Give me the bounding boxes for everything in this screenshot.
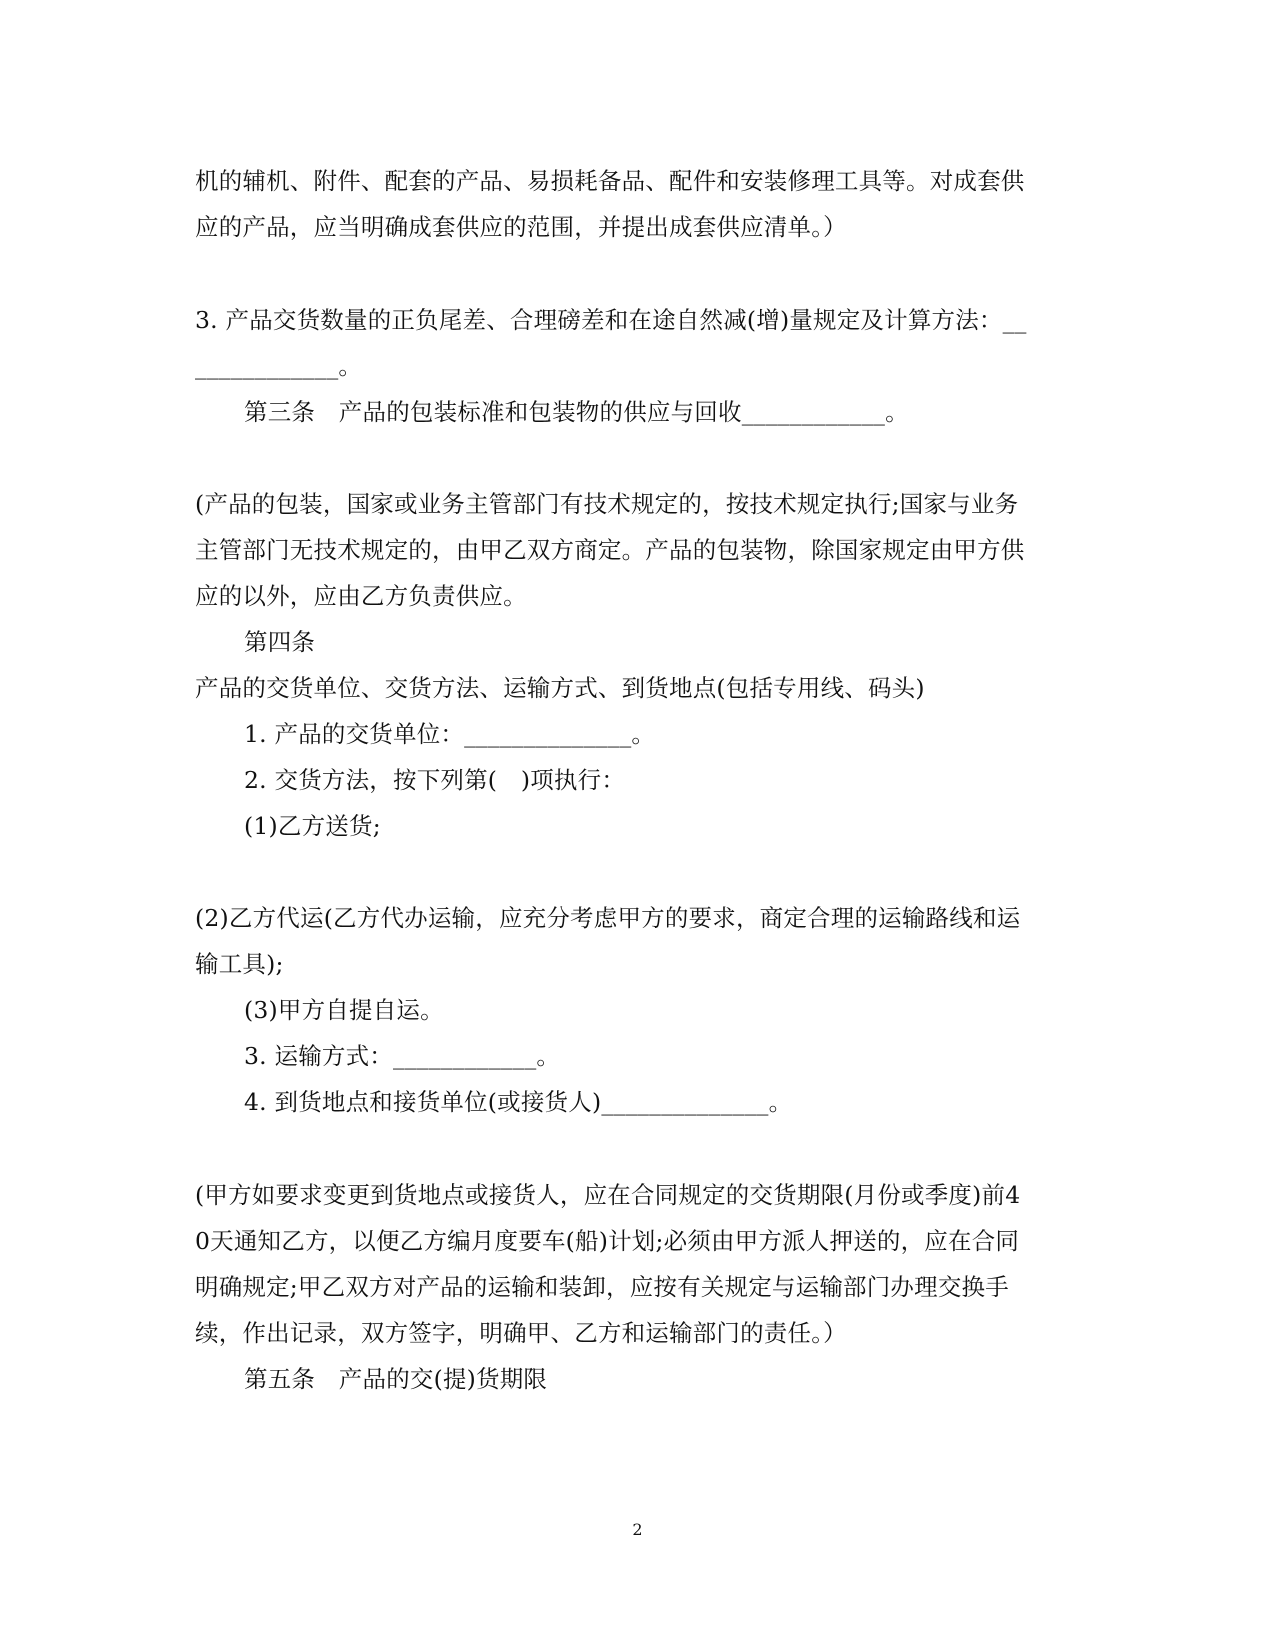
list-item: (3)甲方自提自运。 xyxy=(244,996,444,1024)
paragraph-line: 输工具); xyxy=(195,950,284,978)
article-heading: 第五条 产品的交(提)货期限 xyxy=(244,1365,548,1393)
paragraph-line: ____________。 xyxy=(195,352,363,380)
article-heading: 第三条 产品的包装标准和包装物的供应与回收____________。 xyxy=(244,398,909,426)
paragraph-line: 明确规定;甲乙双方对产品的运输和装卸，应按有关规定与运输部门办理交换手 xyxy=(195,1273,1009,1301)
paragraph-line: 主管部门无技术规定的，由甲乙双方商定。产品的包装物，除国家规定由甲方供 xyxy=(195,536,1025,564)
list-item: 2. 交货方法，按下列第( )项执行： xyxy=(244,766,626,794)
list-item: (1)乙方送货; xyxy=(244,812,381,840)
paragraph-line: 产品的交货单位、交货方法、运输方式、到货地点(包括专用线、码头) xyxy=(195,674,925,702)
paragraph-line: 0天通知乙方，以便乙方编月度要车(船)计划;必须由甲方派人押送的，应在合同 xyxy=(195,1227,1020,1255)
list-item: 1. 产品的交货单位：______________。 xyxy=(244,720,656,748)
list-item: 4. 到货地点和接货单位(或接货人)______________。 xyxy=(244,1088,793,1116)
list-item: 3. 运输方式：____________。 xyxy=(244,1042,561,1070)
paragraph-line: 3. 产品交货数量的正负尾差、合理磅差和在途自然减(增)量规定及计算方法：__ xyxy=(195,306,1027,334)
paragraph-line: (甲方如要求变更到货地点或接货人，应在合同规定的交货期限(月份或季度)前4 xyxy=(195,1181,1021,1209)
paragraph-line: 应的产品，应当明确成套供应的范围，并提出成套供应清单。） xyxy=(195,213,847,241)
paragraph-line: 机的辅机、附件、配套的产品、易损耗备品、配件和安装修理工具等。对成套供 xyxy=(195,167,1025,195)
article-heading: 第四条 xyxy=(244,628,316,656)
page-number: 2 xyxy=(632,1520,643,1539)
paragraph-line: 续，作出记录，双方签字，明确甲、乙方和运输部门的责任。） xyxy=(195,1319,847,1347)
paragraph-line: 应的以外，应由乙方负责供应。 xyxy=(195,582,527,610)
paragraph-line: (产品的包装，国家或业务主管部门有技术规定的，按技术规定执行;国家与业务 xyxy=(195,490,1019,518)
paragraph-line: (2)乙方代运(乙方代办运输，应充分考虑甲方的要求，商定合理的运输路线和运 xyxy=(195,904,1021,932)
